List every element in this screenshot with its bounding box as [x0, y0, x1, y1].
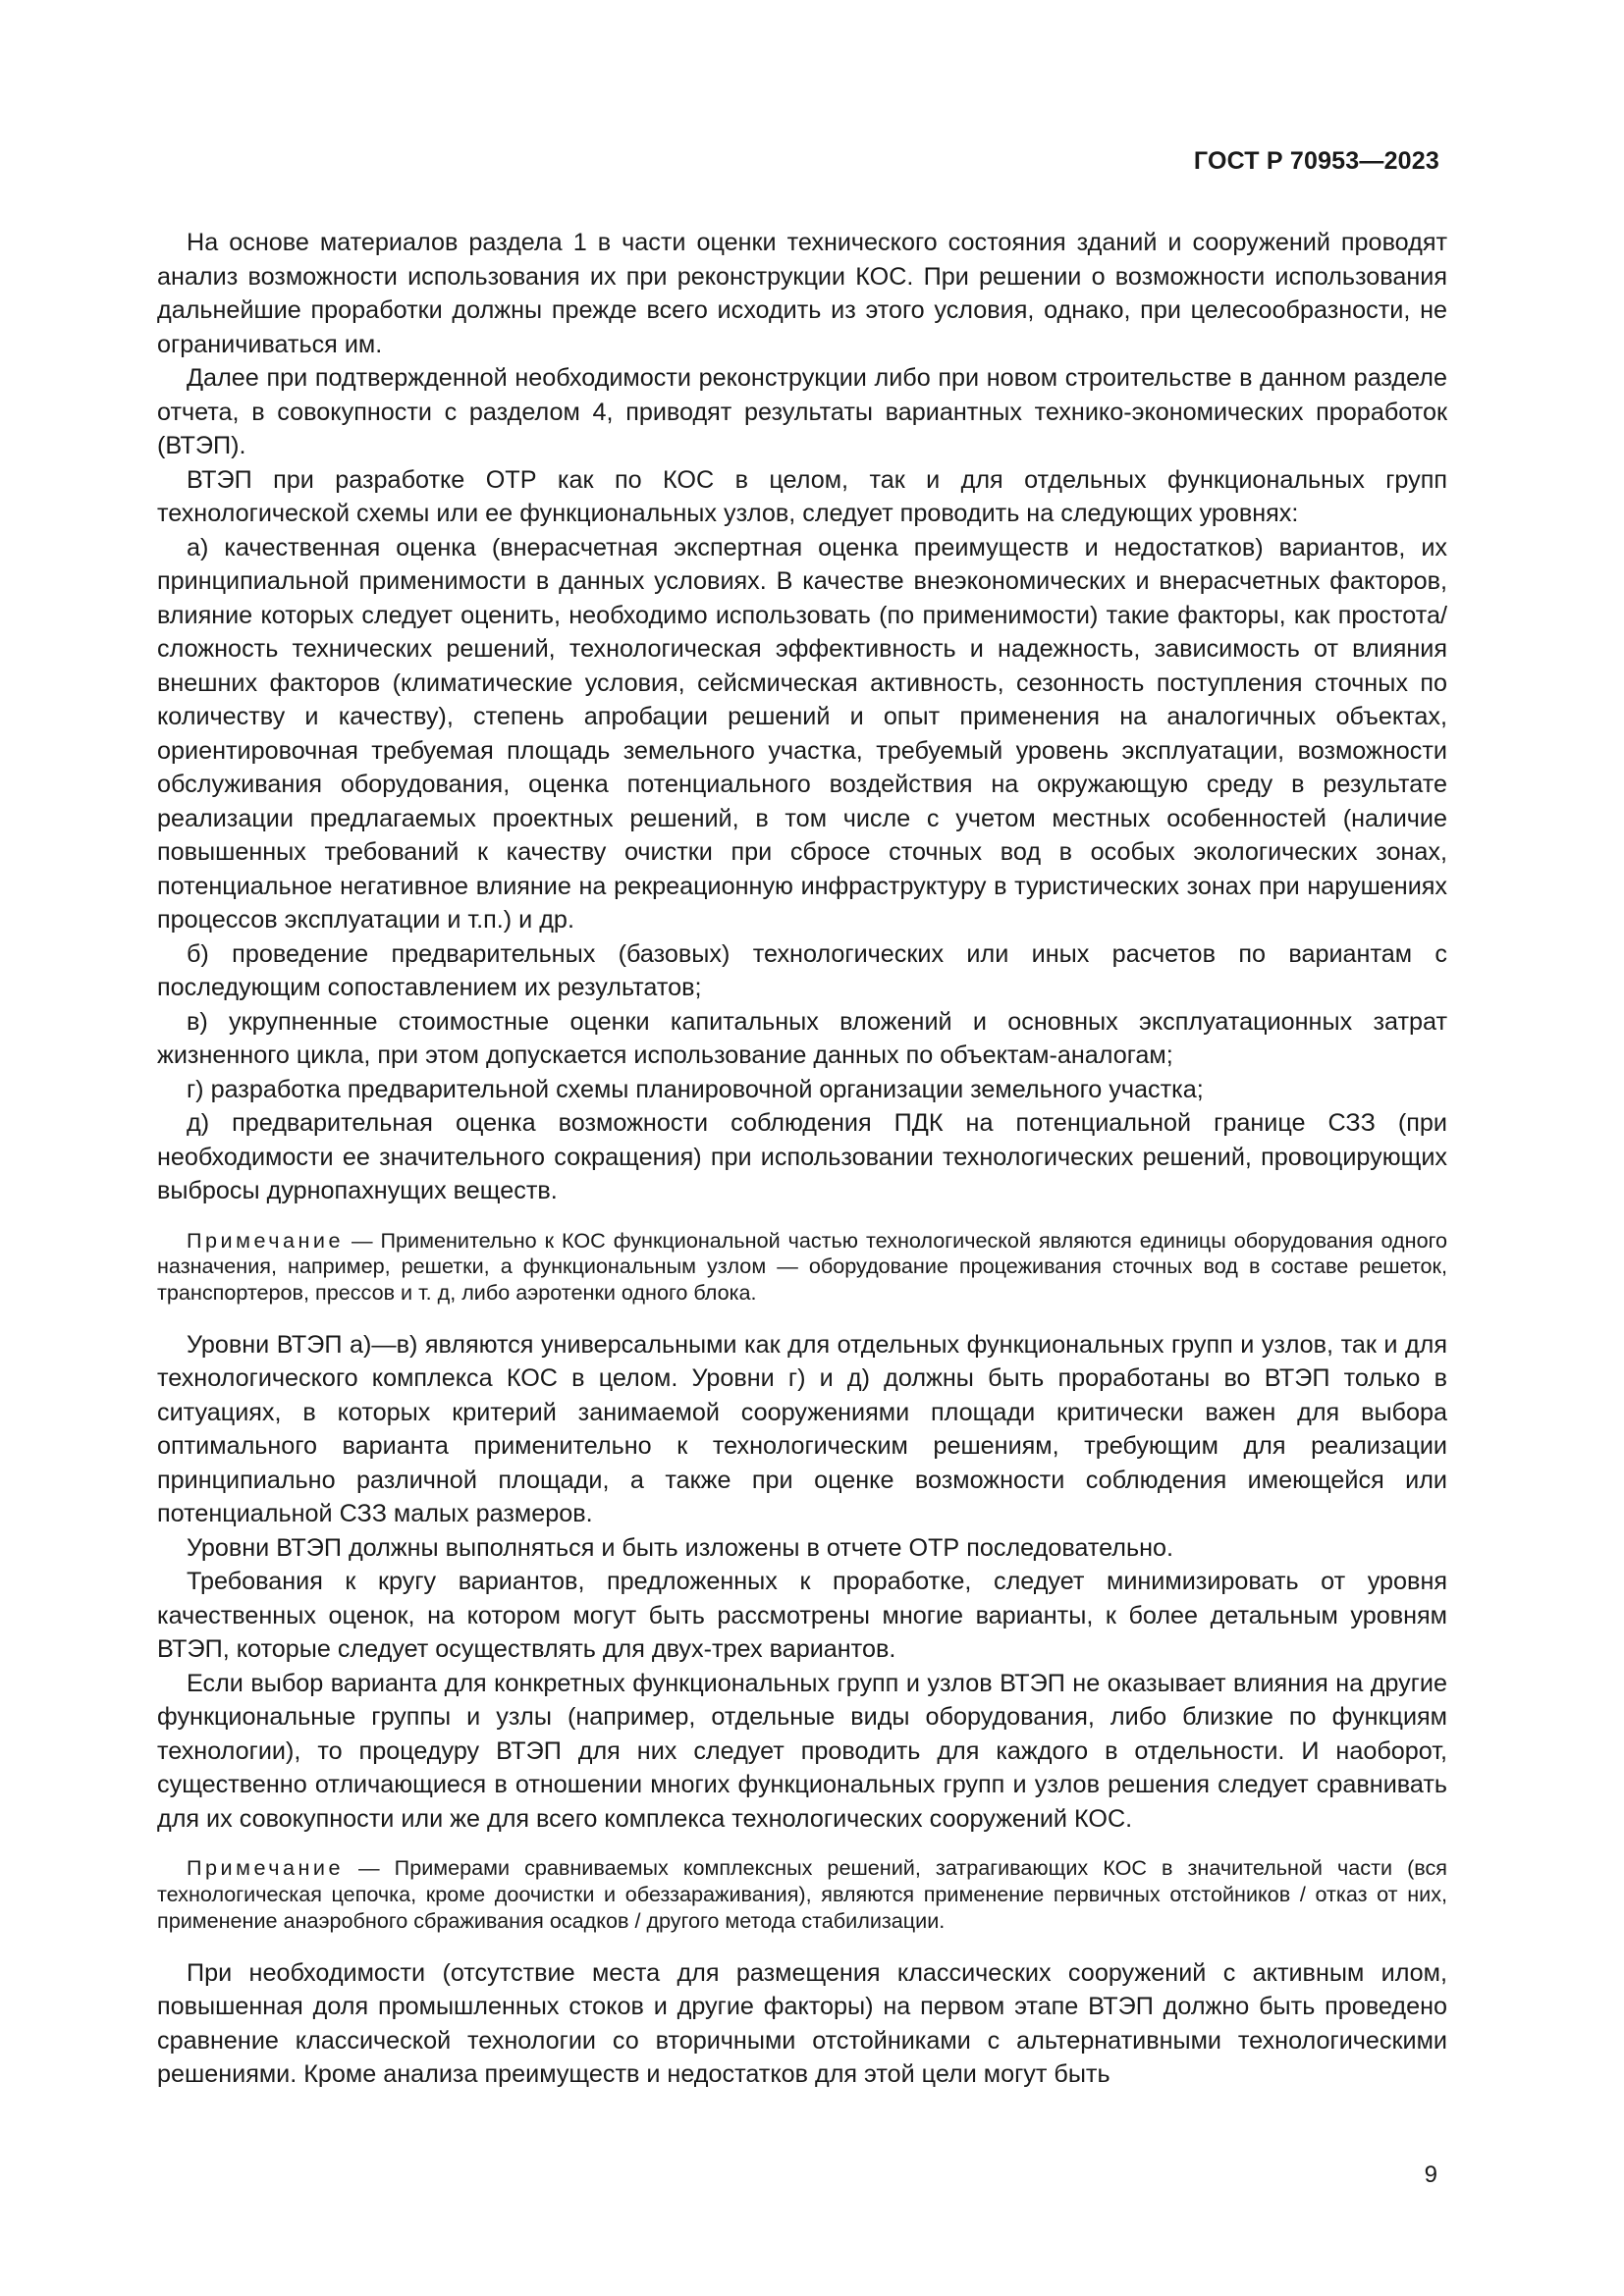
section-2: [157, 1328, 1447, 1837]
list-item-g: г) разработка предварительной схемы планировочной организации земельного участка;: [187, 1075, 1204, 1103]
paragraph: Если выбор варианта для конкретных функциональных групп и узлов ВТЭП не оказывает влияния на другие функциональные группы и узлы (например, отдельные виды оборудования, либо близкие по функциям технологии), то процедуру ВТЭП для них следует проводить для каждого в отдельности. И наоборот, существенно отличающиеся в отношении многих функциональных групп и узлов решения следует сравнивать для их совокупности или же для всего комплекса технологических сооружений КОС.: [157, 1669, 1447, 1833]
document-header: ГОСТ Р 70953—2023: [1193, 147, 1439, 175]
note-label: Примечание: [187, 1855, 344, 1881]
paragraph: Далее при подтвержденной необходимости реконструкции либо при новом строительстве в данном разделе отчета, в совокупности с разделом 4, приводят результаты вариантных технико-экономических проработок (ВТЭП).: [157, 364, 1447, 459]
document-body: [157, 226, 1447, 2092]
paragraph: На основе материалов раздела 1 в части оценки технического состояния зданий и сооружений проводят анализ возможности использования их при реконструкции КОС. При решении о возможности использования дальнейшие проработки должны прежде всего исходить из этого условия, однако, при целесообразности, не ограничиваться им.: [157, 229, 1447, 358]
note-2: [157, 1855, 1447, 1934]
note-label: Примечание: [187, 1227, 344, 1253]
list-item-d: д) предварительная оценка возможности соблюдения ПДК на потенциальной границе СЗЗ (при необходимости ее значительного сокращения) при использовании технологических решений, провоцирующих выбросы дурнопахнущих веществ.: [157, 1109, 1447, 1204]
paragraph: Уровни ВТЭП а)—в) являются универсальными как для отдельных функциональных групп и узлов, так и для технологического комплекса КОС в целом. Уровни г) и д) должны быть проработаны во ВТЭП только в ситуациях, в которых критерий занимаемой сооружениями площади критически важен для выбора оптимального варианта применительно к технологическим решениям, требующим для реализации принципиально различной площади, а также при оценке возможности соблюдения имеющейся или потенциальной СЗЗ малых размеров.: [157, 1330, 1447, 1528]
note-1: [157, 1228, 1447, 1307]
list-item-b: б) проведение предварительных (базовых) технологических или иных расчетов по вариантам с последующим сопоставлением их результатов;: [157, 939, 1447, 1001]
paragraph: При необходимости (отсутствие места для размещения классических сооружений с активным илом, повышенная доля промышленных стоков и другие факторы) на первом этапе ВТЭП должно быть проведено сравнение классической технологии со вторичными отстойниками с альтернативными технологическими решениями. Кроме анализа преимуществ и недостатков для этой цели могут быть: [157, 1958, 1447, 2089]
section-3: [157, 1956, 1447, 2092]
paragraph: Требования к кругу вариантов, предложенных к проработке, следует минимизировать от уровня качественных оценок, на котором могут быть рассмотрены многие варианты, к более детальным уровням ВТЭП, которые следует осуществлять для двух-трех вариантов.: [157, 1568, 1447, 1664]
page-number: 9: [1424, 2162, 1437, 2188]
list-item-a: а) качественная оценка (внерасчетная экспертная оценка преимуществ и недостатков) вариантов, их принципиальной применимости в данных условиях. В качестве внеэкономических и внерасчетных факторов, влияние которых следует оценить, необходимо использовать (по применимости) такие факторы, как простота/сложность технических решений, технологическая эффективность и надежность, зависимость от влияния внешних факторов (климатические условия, сейсмическая активность, сезонность поступления сточных по количеству и качеству), степень апробации решений и опыт применения на аналогичных объектах, ориентировочная требуемая площадь земельного участка, требуемый уровень эксплуатации, возможности обслуживания оборудования, оценка потенциального воздействия на окружающую среду в результате реализации предлагаемых проектных решений, в том числе с учетом местных особенностей (наличие повышенных требований к качеству очистки при сбросе сточных вод в особых экологических зонах, потенциальное негативное влияние на рекреационную инфраструктуру в туристических зонах при нарушениях процессов эксплуатации и т.п.) и др.: [157, 533, 1447, 934]
paragraph: Уровни ВТЭП должны выполняться и быть изложены в отчете ОТР последовательно.: [187, 1533, 1174, 1562]
list-item-v: в) укрупненные стоимостные оценки капитальных вложений и основных эксплуатационных затрат жизненного цикла, при этом допускается использование данных по объектам-аналогам;: [157, 1007, 1447, 1069]
note-text: — Примерами сравниваемых комплексных решений, затрагивающих КОС в значительной части (вся технологическая цепочка, кроме доочистки и обеззараживания), являются применение первичных отстойников / отказ от них, применение анаэробного сбраживания осадков / другого метода стабилизации.: [157, 1855, 1447, 1933]
note-text: — Применительно к КОС функциональной частью технологической являются единицы оборудования одного назначения, например, решетки, а функциональным узлом — оборудование процеживания сточных вод в составе решеток, транспортеров, прессов и т. д, либо аэротенки одного блока.: [157, 1227, 1447, 1306]
paragraph: ВТЭП при разработке ОТР как по КОС в целом, так и для отдельных функциональных групп технологической схемы или ее функциональных узлов, следует проводить на следующих уровнях:: [157, 465, 1447, 527]
